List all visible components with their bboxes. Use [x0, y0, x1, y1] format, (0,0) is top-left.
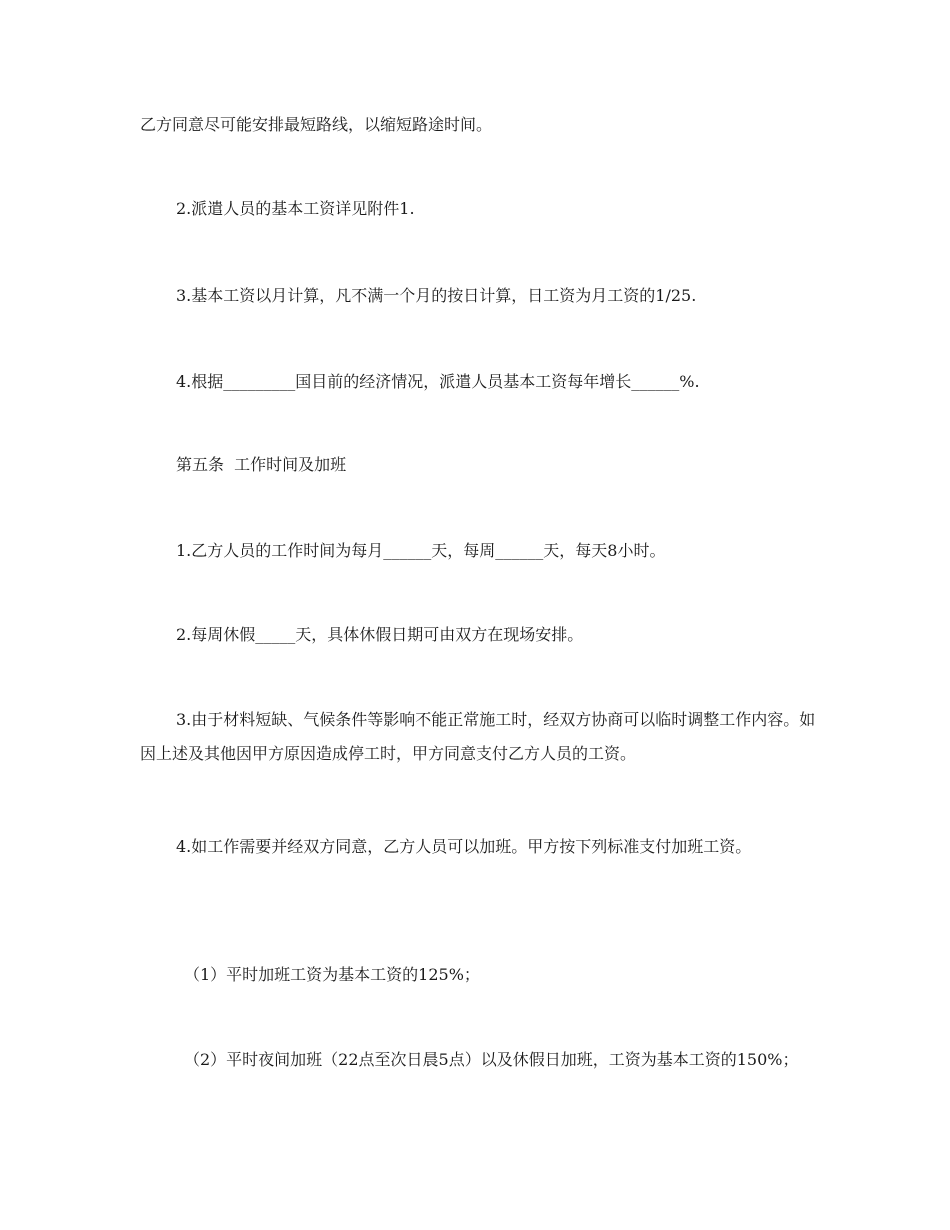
paragraph-monthly-calculation: 3.基本工资以月计算，凡不满一个月的按日计算，日工资为月工资的1/25.: [176, 286, 697, 305]
paragraph-work-stoppage: 3.由于材料短缺、气候条件等影响不能正常施工时，经双方协商可以临时调整工作内容。如因上述及其他因甲方原因造成停工时，甲方同意支付乙方人员的工资。: [140, 710, 816, 763]
paragraph-route: 乙方同意尽可能安排最短路线，以缩短路途时间。: [140, 115, 493, 134]
paragraph-basic-wage-attachment: 2.派遣人员的基本工资详见附件1.: [176, 199, 415, 218]
paragraph-working-time: 1.乙方人员的工作时间为每月______天，每周______天，每天8小时。: [176, 541, 666, 560]
paragraph-overtime-rate-2: （2）平时夜间加班（22点至次日晨5点）以及休假日加班，工资为基本工资的150%；: [184, 1050, 799, 1069]
section-heading-article-5: 第五条 工作时间及加班: [176, 455, 347, 474]
paragraph-overtime: 4.如工作需要并经双方同意，乙方人员可以加班。甲方按下列标准支付加班工资。: [176, 837, 752, 856]
paragraph-wage-growth: 4.根据_________国目前的经济情况，派遣人员基本工资每年增长______%.: [176, 372, 700, 391]
paragraph-weekly-leave: 2.每周休假_____天，具体休假日期可由双方在现场安排。: [176, 625, 584, 644]
paragraph-overtime-rate-1: （1）平时加班工资为基本工资的125%；: [184, 965, 480, 984]
